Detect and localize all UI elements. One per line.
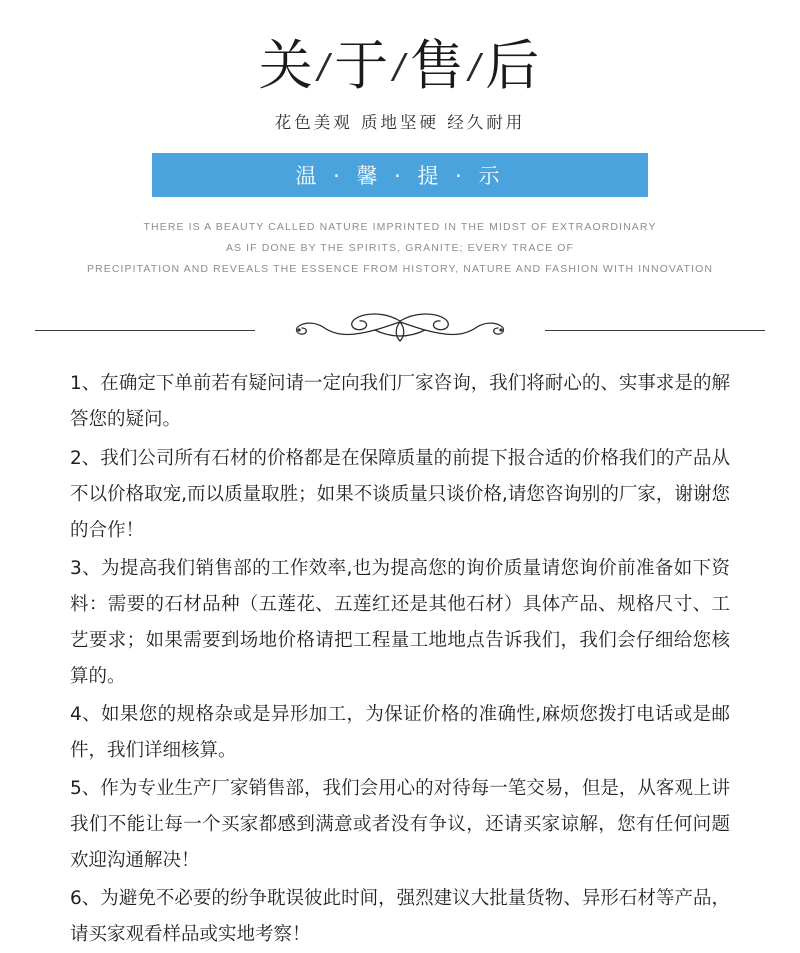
title-char-1: 关 bbox=[258, 34, 315, 97]
notice-banner-label: 温 · 馨 · 提 · 示 bbox=[295, 164, 505, 189]
term-item-5: 5、作为专业生产厂家销售部，我们会用心的对待每一笔交易，但是，从客观上讲我们不能让每一个买家都感到满意或者没有争议，还请买家谅解，您有任何问题欢迎沟通解决！ bbox=[70, 778, 730, 872]
term-item-3: 3、为提高我们销售部的工作效率,也为提高您的询价质量请您询价前准备如下资料：需要的石材品种（五莲花、五莲红还是其他石材）具体产品、规格尺寸、工艺要求；如果需要到场地价格请把工程量工地地点告诉我们，我们会仔细给您核算的。 bbox=[70, 557, 730, 687]
page-subtitle: 花色美观 质地坚硬 经久耐用 bbox=[274, 113, 526, 133]
title-char-3: 售 bbox=[409, 34, 466, 97]
title-separator-2: / bbox=[393, 47, 407, 87]
term-item-6: 6、为避免不必要的纷争耽误彼此时间，强烈建议大批量货物、异形石材等产品，请买家观看样品或实地考察！ bbox=[70, 888, 730, 946]
after-sales-terms-list bbox=[70, 366, 730, 953]
title-char-4: 后 bbox=[485, 34, 542, 97]
divider-line-left bbox=[35, 330, 255, 331]
term-item-4: 4、如果您的规格杂或是异形加工，为保证价格的准确性,麻烦您拨打电话或是邮件，我们详细核算。 bbox=[70, 703, 730, 762]
banner-wrapper bbox=[0, 153, 800, 197]
title-separator-1: / bbox=[317, 47, 332, 87]
term-item-2: 2、我们公司所有石材的价格都是在保障质量的前提下报合适的价格我们的产品从不以价格取宠,而以质量取胜；如果不谈质量只谈价格,请您咨询别的厂家，谢谢您的合作！ bbox=[70, 447, 730, 541]
english-line-1: THERE IS A BEAUTY CALLED NATURE IMPRINTED IN THE MIDST OF EXTRAORDINARY bbox=[143, 221, 657, 234]
page-title bbox=[0, 36, 800, 95]
ornament-divider bbox=[0, 310, 800, 350]
title-char-2: 于 bbox=[334, 34, 391, 97]
term-item-1: 1、在确定下单前若有疑问请一定向我们厂家咨询，我们将耐心的、实事求是的解答您的疑问。 bbox=[70, 373, 730, 431]
english-line-3: PRECIPITATION AND REVEALS THE ESSENCE FROM HISTORY, NATURE AND FASHION WITH INNOVATION bbox=[86, 263, 714, 276]
english-decorative-text bbox=[0, 217, 800, 280]
english-line-2: AS IF DONE BY THE SPIRITS, GRANITE; EVERY TRACE OF bbox=[225, 242, 575, 255]
notice-banner bbox=[152, 153, 648, 197]
divider-line-right bbox=[545, 330, 765, 331]
flourish-ornament-icon bbox=[255, 310, 545, 350]
title-separator-3: / bbox=[468, 47, 483, 87]
page-header bbox=[0, 0, 800, 133]
